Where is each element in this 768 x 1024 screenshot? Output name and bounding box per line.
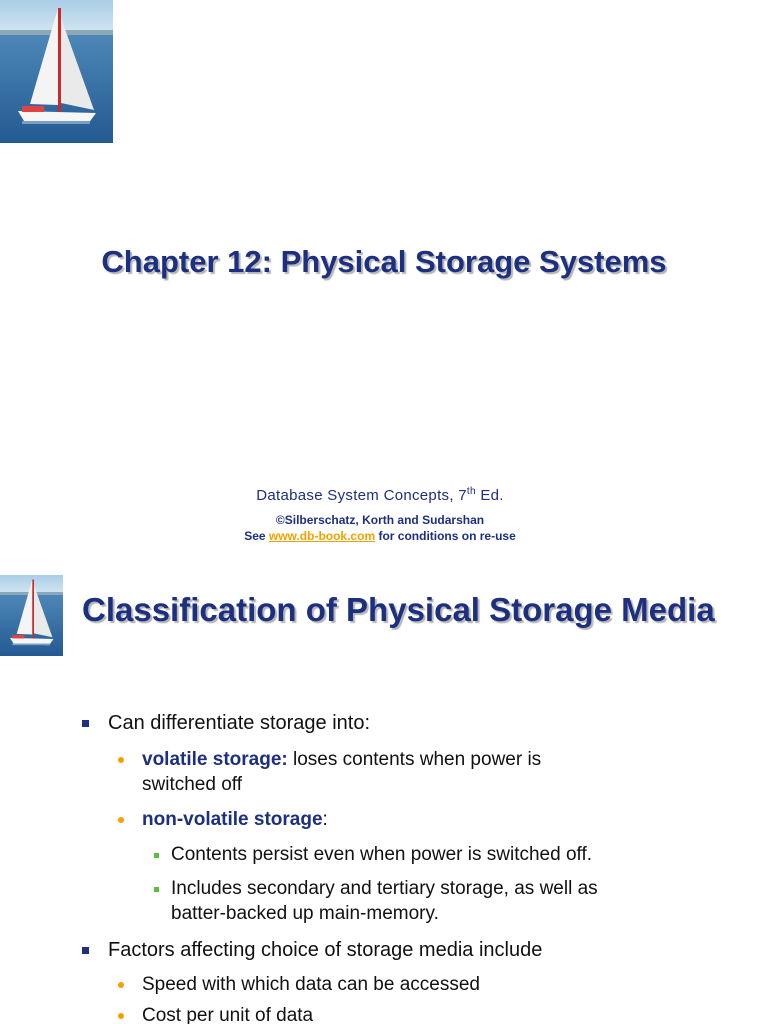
edition-superscript: th bbox=[466, 486, 476, 497]
bullet-text: Cost per unit of data bbox=[142, 1005, 314, 1024]
sub-sub-bullet-item bbox=[171, 844, 592, 866]
dot-bullet-icon bbox=[118, 1013, 124, 1019]
reuse-notice bbox=[0, 529, 760, 543]
book-title-text: Database System Concepts, 7 bbox=[256, 487, 467, 504]
book-title bbox=[0, 486, 760, 504]
sailboat-logo bbox=[0, 0, 113, 143]
reuse-suffix: for conditions on re-use bbox=[375, 529, 516, 543]
copyright-line: ©Silberschatz, Korth and Sudarshan bbox=[275, 513, 485, 527]
sub-sub-bullet-item bbox=[171, 878, 598, 900]
sub-bullet-item bbox=[142, 974, 480, 996]
bullet-text: Contents persist even when power is switched off. bbox=[171, 844, 593, 865]
bullet-item bbox=[108, 712, 370, 735]
bullet-text: Can differentiate storage into: bbox=[108, 712, 371, 734]
term-volatile: volatile storage bbox=[142, 749, 282, 770]
dot-bullet-icon bbox=[118, 982, 124, 988]
sub-bullet-continuation: switched off bbox=[142, 774, 242, 795]
bullet-item bbox=[108, 939, 542, 962]
term-non-volatile: non-volatile storage bbox=[142, 809, 323, 830]
square-bullet-icon bbox=[154, 887, 159, 892]
sub-bullet-item bbox=[142, 1005, 313, 1024]
square-bullet-icon bbox=[154, 853, 159, 858]
edition-suffix: Ed. bbox=[475, 487, 504, 504]
db-book-link[interactable]: www.db-book.com bbox=[268, 529, 376, 543]
term-colon: : bbox=[281, 749, 288, 770]
sub-bullet-item bbox=[142, 809, 328, 831]
sub-sub-bullet-continuation: batter-backed up main-memory. bbox=[171, 903, 439, 924]
term-colon: : bbox=[322, 809, 328, 830]
bullet-text: Factors affecting choice of storage media include bbox=[108, 939, 543, 961]
square-bullet-icon bbox=[82, 720, 89, 727]
sub-bullet-item bbox=[142, 749, 541, 771]
square-bullet-icon bbox=[82, 947, 89, 954]
bullet-text: loses contents when power is bbox=[287, 749, 542, 770]
content-slide bbox=[0, 575, 768, 1024]
bullet-text: Speed with which data can be accessed bbox=[142, 974, 480, 995]
sailboat-logo bbox=[0, 575, 63, 656]
bullet-text: Includes secondary and tertiary storage, as well as bbox=[171, 878, 598, 899]
slide-title: Classification of Physical Storage Media bbox=[82, 591, 715, 628]
chapter-title: Chapter 12: Physical Storage Systems bbox=[101, 244, 667, 279]
dot-bullet-icon bbox=[118, 757, 124, 763]
dot-bullet-icon bbox=[118, 817, 124, 823]
reuse-prefix: See bbox=[244, 529, 269, 543]
